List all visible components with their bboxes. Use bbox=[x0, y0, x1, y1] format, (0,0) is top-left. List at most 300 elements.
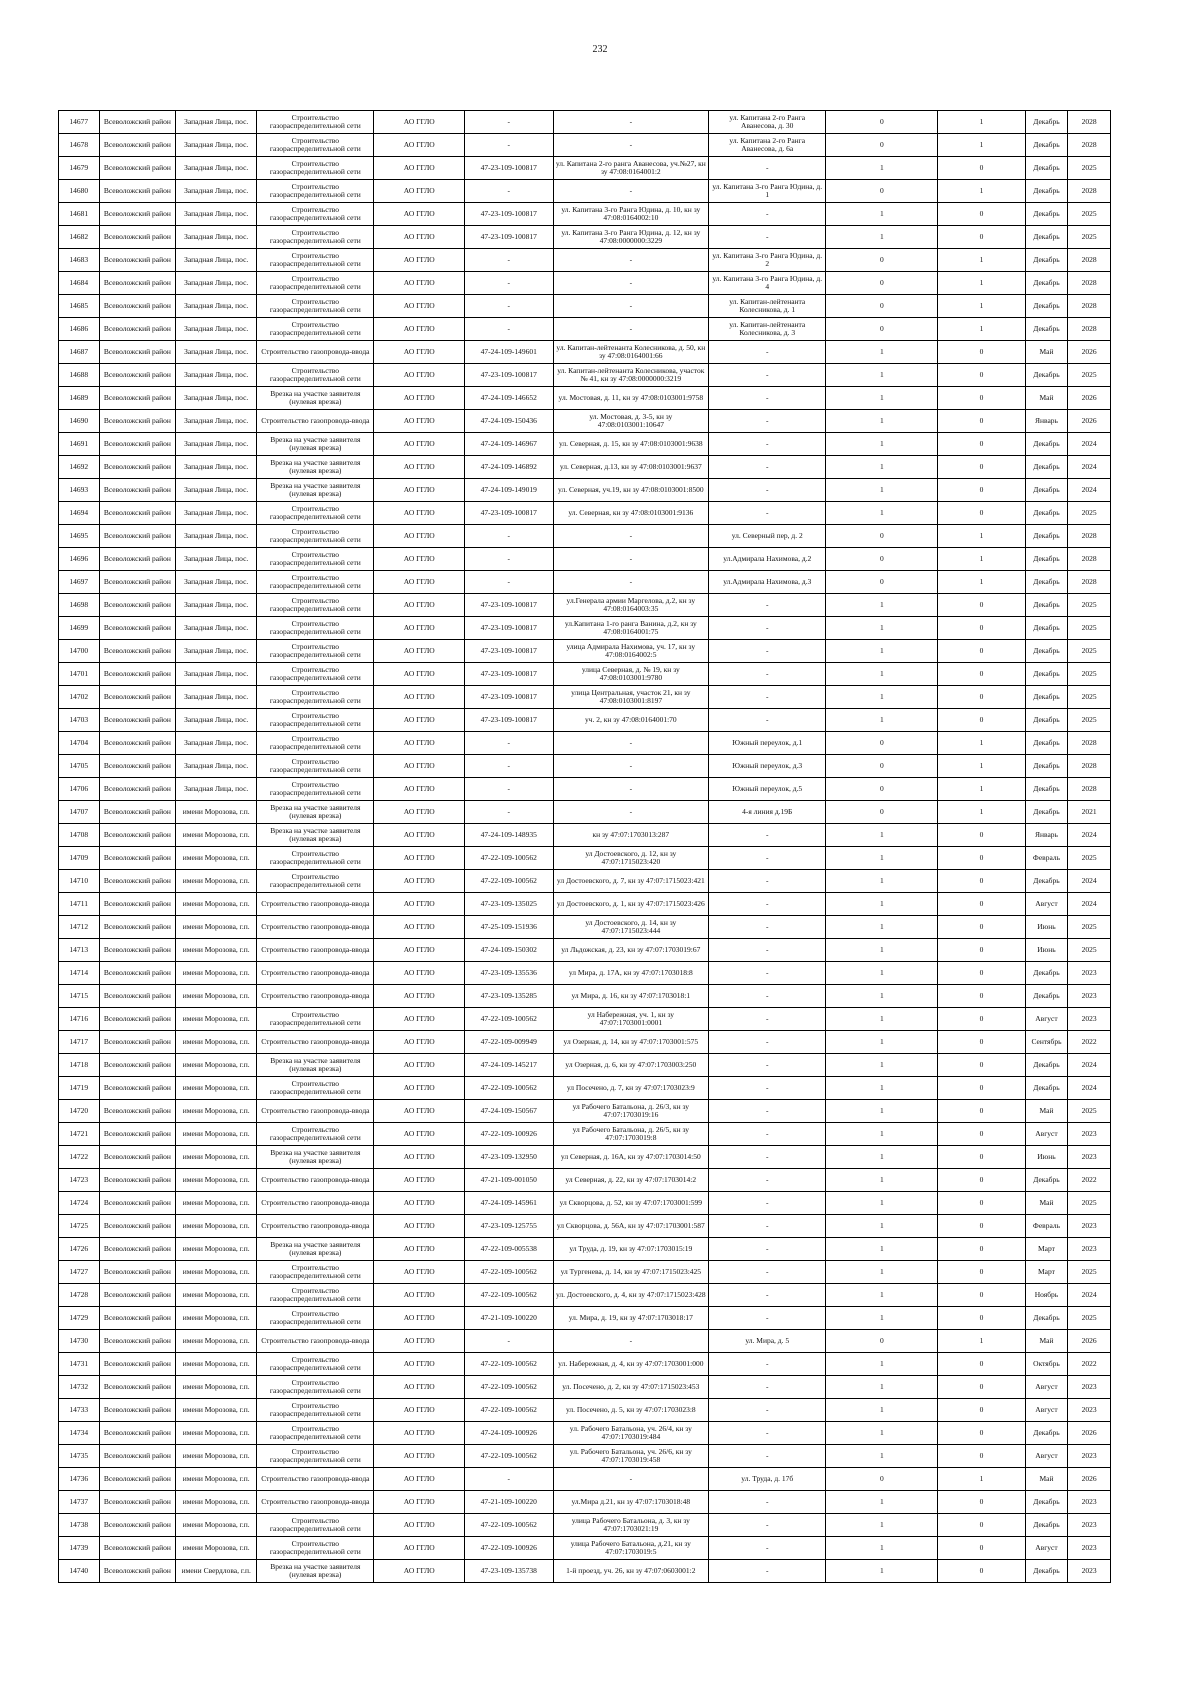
cell-address-with-cadastral: ул. Капитан-лейтенанта Колесникова, участок № 41, кн зу 47:08:0000000:3219 bbox=[553, 364, 709, 387]
cell-address-planned: - bbox=[709, 870, 826, 893]
cell-work-type: Строительство газораспределительной сети bbox=[257, 1077, 374, 1100]
cell-year: 2023 bbox=[1068, 1491, 1111, 1514]
cell-settlement: имени Морозова, г.п. bbox=[176, 1353, 257, 1376]
cell-work-type: Строительство газопровода-ввода bbox=[257, 939, 374, 962]
cell-settlement: имени Морозова, г.п. bbox=[176, 1491, 257, 1514]
cell-count-done: 1 bbox=[826, 663, 938, 686]
cell-row-number: 14681 bbox=[59, 203, 100, 226]
cell-count-planned: 1 bbox=[938, 111, 1025, 134]
cell-year: 2023 bbox=[1068, 962, 1111, 985]
table-row bbox=[59, 1445, 1111, 1468]
cell-address-planned: - bbox=[709, 640, 826, 663]
cell-year: 2028 bbox=[1068, 249, 1111, 272]
cell-settlement: Западная Лица, пос. bbox=[176, 364, 257, 387]
cell-row-number: 14712 bbox=[59, 916, 100, 939]
cell-district: Всеволожский район bbox=[99, 272, 176, 295]
cell-settlement: имени Морозова, г.п. bbox=[176, 1169, 257, 1192]
cell-count-planned: 0 bbox=[938, 157, 1025, 180]
cell-organization: АО ГГЛО bbox=[374, 272, 465, 295]
cell-address-with-cadastral: ул.Генерала армии Маргелова, д.2, кн зу 47:08:0164003:35 bbox=[553, 594, 709, 617]
cell-tu-number: 47-22-109-009949 bbox=[465, 1031, 553, 1054]
cell-row-number: 14700 bbox=[59, 640, 100, 663]
cell-address-planned: - bbox=[709, 502, 826, 525]
cell-work-type: Строительство газопровода-ввода bbox=[257, 1491, 374, 1514]
cell-count-done: 1 bbox=[826, 1169, 938, 1192]
cell-row-number: 14683 bbox=[59, 249, 100, 272]
cell-count-done: 0 bbox=[826, 801, 938, 824]
cell-count-done: 1 bbox=[826, 226, 938, 249]
cell-settlement: Западная Лица, пос. bbox=[176, 617, 257, 640]
cell-count-planned: 0 bbox=[938, 502, 1025, 525]
cell-row-number: 14730 bbox=[59, 1330, 100, 1353]
cell-organization: АО ГГЛО bbox=[374, 571, 465, 594]
cell-address-with-cadastral: - bbox=[553, 1468, 709, 1491]
cell-settlement: имени Свердлова, г.п. bbox=[176, 1560, 257, 1583]
cell-work-type: Строительство газораспределительной сети bbox=[257, 1261, 374, 1284]
cell-year: 2028 bbox=[1068, 755, 1111, 778]
cell-address-planned: - bbox=[709, 1146, 826, 1169]
cell-year: 2024 bbox=[1068, 870, 1111, 893]
cell-tu-number: 47-22-109-100562 bbox=[465, 847, 553, 870]
cell-month: Декабрь bbox=[1025, 801, 1068, 824]
cell-row-number: 14736 bbox=[59, 1468, 100, 1491]
cell-district: Всеволожский район bbox=[99, 847, 176, 870]
cell-count-planned: 0 bbox=[938, 1123, 1025, 1146]
cell-count-planned: 0 bbox=[938, 387, 1025, 410]
cell-settlement: Западная Лица, пос. bbox=[176, 755, 257, 778]
cell-work-type: Строительство газораспределительной сети bbox=[257, 1376, 374, 1399]
cell-settlement: имени Морозова, г.п. bbox=[176, 824, 257, 847]
cell-month: Декабрь bbox=[1025, 249, 1068, 272]
cell-row-number: 14685 bbox=[59, 295, 100, 318]
cell-count-planned: 0 bbox=[938, 433, 1025, 456]
cell-address-planned: - bbox=[709, 1422, 826, 1445]
cell-district: Всеволожский район bbox=[99, 318, 176, 341]
table-row bbox=[59, 502, 1111, 525]
cell-address-with-cadastral: ул Достоевского, д. 12, кн зу 47:07:1715023:420 bbox=[553, 847, 709, 870]
cell-organization: АО ГГЛО bbox=[374, 1537, 465, 1560]
cell-address-planned: ул. Труда, д. 17б bbox=[709, 1468, 826, 1491]
cell-district: Всеволожский район bbox=[99, 1422, 176, 1445]
cell-district: Всеволожский район bbox=[99, 295, 176, 318]
cell-organization: АО ГГЛО bbox=[374, 1284, 465, 1307]
cell-work-type: Строительство газораспределительной сети bbox=[257, 640, 374, 663]
cell-settlement: Западная Лица, пос. bbox=[176, 226, 257, 249]
cell-tu-number: - bbox=[465, 295, 553, 318]
cell-work-type: Врезка на участке заявителя (нулевая врезка) bbox=[257, 824, 374, 847]
cell-month: Май bbox=[1025, 341, 1068, 364]
cell-work-type: Строительство газораспределительной сети bbox=[257, 502, 374, 525]
cell-work-type: Строительство газораспределительной сети bbox=[257, 226, 374, 249]
cell-count-planned: 0 bbox=[938, 1100, 1025, 1123]
cell-organization: АО ГГЛО bbox=[374, 1215, 465, 1238]
cell-address-with-cadastral: ул Скворцова, д. 56А, кн зу 47:07:1703001:587 bbox=[553, 1215, 709, 1238]
cell-count-planned: 0 bbox=[938, 1008, 1025, 1031]
cell-row-number: 14718 bbox=[59, 1054, 100, 1077]
cell-work-type: Строительство газораспределительной сети bbox=[257, 594, 374, 617]
cell-settlement: имени Морозова, г.п. bbox=[176, 893, 257, 916]
cell-organization: АО ГГЛО bbox=[374, 939, 465, 962]
cell-month: Декабрь bbox=[1025, 295, 1068, 318]
cell-tu-number: 47-21-109-001050 bbox=[465, 1169, 553, 1192]
cell-organization: АО ГГЛО bbox=[374, 226, 465, 249]
table-row bbox=[59, 1054, 1111, 1077]
cell-year: 2025 bbox=[1068, 1261, 1111, 1284]
cell-row-number: 14720 bbox=[59, 1100, 100, 1123]
cell-settlement: Западная Лица, пос. bbox=[176, 410, 257, 433]
cell-address-with-cadastral: ул Посечено, д. 7, кн зу 47:07:1703023:9 bbox=[553, 1077, 709, 1100]
table-row bbox=[59, 617, 1111, 640]
cell-year: 2023 bbox=[1068, 1376, 1111, 1399]
cell-tu-number: 47-24-109-146967 bbox=[465, 433, 553, 456]
cell-year: 2025 bbox=[1068, 1100, 1111, 1123]
cell-tu-number: 47-21-109-100220 bbox=[465, 1491, 553, 1514]
cell-organization: АО ГГЛО bbox=[374, 1008, 465, 1031]
cell-settlement: Западная Лица, пос. bbox=[176, 479, 257, 502]
cell-address-with-cadastral: улица Центральная, участок 21, кн зу 47:08:0103001:8197 bbox=[553, 686, 709, 709]
cell-month: Май bbox=[1025, 1468, 1068, 1491]
cell-address-with-cadastral: ул. Достоевского, д. 4, кн зу 47:07:1715023:428 bbox=[553, 1284, 709, 1307]
cell-address-with-cadastral: улица Северная, д. № 19, кн зу 47:08:0103001:9780 bbox=[553, 663, 709, 686]
cell-count-planned: 0 bbox=[938, 1537, 1025, 1560]
cell-count-done: 0 bbox=[826, 755, 938, 778]
table-row bbox=[59, 226, 1111, 249]
cell-organization: АО ГГЛО bbox=[374, 778, 465, 801]
cell-tu-number: 47-22-109-100562 bbox=[465, 1008, 553, 1031]
table-row bbox=[59, 295, 1111, 318]
cell-address-planned: - bbox=[709, 1054, 826, 1077]
cell-count-planned: 0 bbox=[938, 939, 1025, 962]
cell-organization: АО ГГЛО bbox=[374, 1468, 465, 1491]
cell-work-type: Строительство газораспределительной сети bbox=[257, 778, 374, 801]
cell-count-planned: 0 bbox=[938, 824, 1025, 847]
cell-address-with-cadastral: - bbox=[553, 134, 709, 157]
cell-count-done: 1 bbox=[826, 387, 938, 410]
cell-year: 2028 bbox=[1068, 180, 1111, 203]
cell-month: Декабрь bbox=[1025, 870, 1068, 893]
cell-year: 2023 bbox=[1068, 1123, 1111, 1146]
cell-settlement: Западная Лица, пос. bbox=[176, 571, 257, 594]
cell-count-planned: 1 bbox=[938, 525, 1025, 548]
cell-organization: АО ГГЛО bbox=[374, 1330, 465, 1353]
cell-address-planned: - bbox=[709, 1100, 826, 1123]
cell-year: 2028 bbox=[1068, 272, 1111, 295]
cell-month: Февраль bbox=[1025, 1215, 1068, 1238]
cell-count-done: 0 bbox=[826, 272, 938, 295]
table-row bbox=[59, 640, 1111, 663]
table-row bbox=[59, 157, 1111, 180]
cell-organization: АО ГГЛО bbox=[374, 801, 465, 824]
cell-month: Декабрь bbox=[1025, 1307, 1068, 1330]
table-row bbox=[59, 824, 1111, 847]
cell-organization: АО ГГЛО bbox=[374, 755, 465, 778]
cell-row-number: 14703 bbox=[59, 709, 100, 732]
cell-tu-number: 47-24-109-145217 bbox=[465, 1054, 553, 1077]
cell-month: Декабрь bbox=[1025, 1422, 1068, 1445]
cell-address-with-cadastral: ул Озерная, д. 14, кн зу 47:07:1703001:575 bbox=[553, 1031, 709, 1054]
cell-organization: АО ГГЛО bbox=[374, 893, 465, 916]
cell-row-number: 14705 bbox=[59, 755, 100, 778]
cell-month: Декабрь bbox=[1025, 1077, 1068, 1100]
cell-count-done: 1 bbox=[826, 1307, 938, 1330]
cell-row-number: 14704 bbox=[59, 732, 100, 755]
cell-settlement: Западная Лица, пос. bbox=[176, 778, 257, 801]
cell-count-planned: 1 bbox=[938, 778, 1025, 801]
cell-organization: АО ГГЛО bbox=[374, 1031, 465, 1054]
table-row bbox=[59, 1169, 1111, 1192]
cell-row-number: 14733 bbox=[59, 1399, 100, 1422]
cell-row-number: 14739 bbox=[59, 1537, 100, 1560]
cell-address-with-cadastral: ул Скворцова, д. 52, кн зу 47:07:1703001:599 bbox=[553, 1192, 709, 1215]
cell-district: Всеволожский район bbox=[99, 249, 176, 272]
cell-district: Всеволожский район bbox=[99, 1238, 176, 1261]
cell-month: Декабрь bbox=[1025, 272, 1068, 295]
cell-row-number: 14692 bbox=[59, 456, 100, 479]
cell-count-done: 1 bbox=[826, 456, 938, 479]
cell-count-done: 0 bbox=[826, 1468, 938, 1491]
cell-settlement: имени Морозова, г.п. bbox=[176, 1054, 257, 1077]
table-row bbox=[59, 571, 1111, 594]
cell-count-planned: 0 bbox=[938, 916, 1025, 939]
cell-district: Всеволожский район bbox=[99, 364, 176, 387]
cell-month: Декабрь bbox=[1025, 1491, 1068, 1514]
table-row bbox=[59, 387, 1111, 410]
cell-count-done: 1 bbox=[826, 1215, 938, 1238]
cell-month: Август bbox=[1025, 1537, 1068, 1560]
cell-tu-number: 47-22-109-100562 bbox=[465, 870, 553, 893]
cell-address-with-cadastral: ул. Капитана 3-го Ранга Юдина, д. 12, кн зу 47:08:0000000:3229 bbox=[553, 226, 709, 249]
cell-address-planned: - bbox=[709, 410, 826, 433]
cell-month: Январь bbox=[1025, 824, 1068, 847]
cell-year: 2025 bbox=[1068, 203, 1111, 226]
cell-district: Всеволожский район bbox=[99, 203, 176, 226]
cell-address-with-cadastral: ул. Посечено, д. 5, кн зу 47:07:1703023:8 bbox=[553, 1399, 709, 1422]
cell-district: Всеволожский район bbox=[99, 709, 176, 732]
cell-work-type: Строительство газопровода-ввода bbox=[257, 985, 374, 1008]
cell-organization: АО ГГЛО bbox=[374, 410, 465, 433]
cell-organization: АО ГГЛО bbox=[374, 456, 465, 479]
cell-district: Всеволожский район bbox=[99, 1054, 176, 1077]
cell-count-planned: 0 bbox=[938, 1054, 1025, 1077]
cell-month: Декабрь bbox=[1025, 663, 1068, 686]
cell-address-planned: - bbox=[709, 1261, 826, 1284]
cell-year: 2025 bbox=[1068, 157, 1111, 180]
cell-year: 2024 bbox=[1068, 1284, 1111, 1307]
cell-year: 2026 bbox=[1068, 341, 1111, 364]
cell-tu-number: - bbox=[465, 318, 553, 341]
cell-count-done: 1 bbox=[826, 617, 938, 640]
cell-month: Декабрь bbox=[1025, 1560, 1068, 1583]
cell-tu-number: 47-23-109-100817 bbox=[465, 203, 553, 226]
cell-address-with-cadastral: - bbox=[553, 525, 709, 548]
cell-district: Всеволожский район bbox=[99, 1560, 176, 1583]
cell-count-done: 0 bbox=[826, 732, 938, 755]
cell-address-planned: ул. Капитан-лейтенанта Колесникова, д. 3 bbox=[709, 318, 826, 341]
cell-row-number: 14694 bbox=[59, 502, 100, 525]
cell-organization: АО ГГЛО bbox=[374, 295, 465, 318]
cell-count-done: 1 bbox=[826, 1261, 938, 1284]
cell-row-number: 14716 bbox=[59, 1008, 100, 1031]
cell-work-type: Врезка на участке заявителя (нулевая врезка) bbox=[257, 387, 374, 410]
cell-work-type: Строительство газопровода-ввода bbox=[257, 893, 374, 916]
cell-address-planned: - bbox=[709, 1238, 826, 1261]
cell-district: Всеволожский район bbox=[99, 1031, 176, 1054]
cell-row-number: 14723 bbox=[59, 1169, 100, 1192]
cell-month: Декабрь bbox=[1025, 962, 1068, 985]
cell-organization: АО ГГЛО bbox=[374, 1491, 465, 1514]
cell-settlement: Западная Лица, пос. bbox=[176, 456, 257, 479]
cell-address-with-cadastral: ул Рабочего Батальона, д. 26/5, кн зу 47:07:1703019:8 bbox=[553, 1123, 709, 1146]
cell-settlement: имени Морозова, г.п. bbox=[176, 985, 257, 1008]
table-row bbox=[59, 1376, 1111, 1399]
cell-row-number: 14689 bbox=[59, 387, 100, 410]
table-row bbox=[59, 1399, 1111, 1422]
table-row bbox=[59, 525, 1111, 548]
table-row bbox=[59, 1100, 1111, 1123]
cell-year: 2025 bbox=[1068, 663, 1111, 686]
cell-organization: АО ГГЛО bbox=[374, 1077, 465, 1100]
cell-work-type: Строительство газораспределительной сети bbox=[257, 318, 374, 341]
cell-settlement: Западная Лица, пос. bbox=[176, 111, 257, 134]
table-row bbox=[59, 778, 1111, 801]
cell-row-number: 14713 bbox=[59, 939, 100, 962]
cell-count-planned: 0 bbox=[938, 870, 1025, 893]
cell-address-planned: ул.Адмирала Нахимова, д.3 bbox=[709, 571, 826, 594]
cell-row-number: 14682 bbox=[59, 226, 100, 249]
cell-count-planned: 0 bbox=[938, 364, 1025, 387]
cell-organization: АО ГГЛО bbox=[374, 1445, 465, 1468]
cell-count-planned: 0 bbox=[938, 640, 1025, 663]
cell-organization: АО ГГЛО bbox=[374, 479, 465, 502]
cell-tu-number: 47-24-109-148935 bbox=[465, 824, 553, 847]
cell-address-planned: ул. Капитан-лейтенанта Колесникова, д. 1 bbox=[709, 295, 826, 318]
cell-organization: АО ГГЛО bbox=[374, 617, 465, 640]
cell-district: Всеволожский район bbox=[99, 111, 176, 134]
cell-count-planned: 0 bbox=[938, 479, 1025, 502]
cell-address-planned: ул. Капитана 2-го Ранга Аванесова, д. 30 bbox=[709, 111, 826, 134]
cell-settlement: Западная Лица, пос. bbox=[176, 502, 257, 525]
cell-tu-number: 47-23-109-100817 bbox=[465, 640, 553, 663]
table-row bbox=[59, 456, 1111, 479]
cell-count-done: 1 bbox=[826, 709, 938, 732]
table-row bbox=[59, 341, 1111, 364]
cell-month: Август bbox=[1025, 1008, 1068, 1031]
cell-work-type: Строительство газораспределительной сети bbox=[257, 1353, 374, 1376]
cell-address-planned: - bbox=[709, 157, 826, 180]
table-row bbox=[59, 939, 1111, 962]
cell-row-number: 14734 bbox=[59, 1422, 100, 1445]
cell-address-with-cadastral: ул. Мостовая, д. 3-5, кн зу 47:08:0103001:10647 bbox=[553, 410, 709, 433]
cell-district: Всеволожский район bbox=[99, 1353, 176, 1376]
cell-address-planned: - bbox=[709, 1284, 826, 1307]
table-row bbox=[59, 893, 1111, 916]
cell-address-planned: - bbox=[709, 939, 826, 962]
cell-district: Всеволожский район bbox=[99, 663, 176, 686]
cell-count-done: 1 bbox=[826, 1514, 938, 1537]
cell-organization: АО ГГЛО bbox=[374, 1169, 465, 1192]
cell-tu-number: - bbox=[465, 732, 553, 755]
cell-month: Декабрь bbox=[1025, 364, 1068, 387]
cell-address-with-cadastral: - bbox=[553, 318, 709, 341]
cell-month: Декабрь bbox=[1025, 226, 1068, 249]
cell-count-done: 1 bbox=[826, 1399, 938, 1422]
cell-settlement: имени Морозова, г.п. bbox=[176, 870, 257, 893]
cell-tu-number: 47-24-109-100926 bbox=[465, 1422, 553, 1445]
cell-settlement: имени Морозова, г.п. bbox=[176, 1077, 257, 1100]
cell-work-type: Строительство газопровода-ввода bbox=[257, 1169, 374, 1192]
cell-year: 2025 bbox=[1068, 939, 1111, 962]
cell-year: 2024 bbox=[1068, 456, 1111, 479]
cell-district: Всеволожский район bbox=[99, 1077, 176, 1100]
cell-count-done: 0 bbox=[826, 318, 938, 341]
cell-organization: АО ГГЛО bbox=[374, 203, 465, 226]
cell-row-number: 14691 bbox=[59, 433, 100, 456]
cell-row-number: 14679 bbox=[59, 157, 100, 180]
cell-address-with-cadastral: улица Рабочего Батальона, д. 3, кн зу 47:07:1703021:19 bbox=[553, 1514, 709, 1537]
cell-settlement: имени Морозова, г.п. bbox=[176, 1146, 257, 1169]
cell-work-type: Строительство газораспределительной сети bbox=[257, 364, 374, 387]
cell-district: Всеволожский район bbox=[99, 1169, 176, 1192]
cell-settlement: имени Морозова, г.п. bbox=[176, 1514, 257, 1537]
cell-tu-number: - bbox=[465, 755, 553, 778]
cell-address-with-cadastral: улица Рабочего Батальона, д.21, кн зу 47:07:1703019:5 bbox=[553, 1537, 709, 1560]
cell-year: 2025 bbox=[1068, 709, 1111, 732]
cell-year: 2025 bbox=[1068, 640, 1111, 663]
cell-month: Июнь bbox=[1025, 939, 1068, 962]
cell-row-number: 14737 bbox=[59, 1491, 100, 1514]
cell-settlement: имени Морозова, г.п. bbox=[176, 1261, 257, 1284]
cell-count-planned: 0 bbox=[938, 1146, 1025, 1169]
table-row bbox=[59, 548, 1111, 571]
cell-address-with-cadastral: ул Достоевского, д. 7, кн зу 47:07:1715023:421 bbox=[553, 870, 709, 893]
table-row bbox=[59, 203, 1111, 226]
cell-district: Всеволожский район bbox=[99, 1008, 176, 1031]
cell-count-done: 1 bbox=[826, 1192, 938, 1215]
cell-count-done: 1 bbox=[826, 686, 938, 709]
cell-district: Всеволожский район bbox=[99, 134, 176, 157]
cell-organization: АО ГГЛО bbox=[374, 709, 465, 732]
cell-month: Август bbox=[1025, 1376, 1068, 1399]
cell-work-type: Врезка на участке заявителя (нулевая врезка) bbox=[257, 456, 374, 479]
cell-settlement: имени Морозова, г.п. bbox=[176, 1008, 257, 1031]
cell-district: Всеволожский район bbox=[99, 1514, 176, 1537]
cell-tu-number: 47-22-109-100562 bbox=[465, 1284, 553, 1307]
cell-address-with-cadastral: ул Тургенева, д. 14, кн зу 47:07:1715023:425 bbox=[553, 1261, 709, 1284]
cell-address-with-cadastral: ул. Капитан-лейтенанта Колесникова, д. 50, кн зу 47:08:0164001:66 bbox=[553, 341, 709, 364]
cell-count-planned: 0 bbox=[938, 1077, 1025, 1100]
cell-month: Март bbox=[1025, 1261, 1068, 1284]
cell-district: Всеволожский район bbox=[99, 1399, 176, 1422]
table-row bbox=[59, 709, 1111, 732]
cell-month: Август bbox=[1025, 1123, 1068, 1146]
cell-tu-number: 47-22-109-100926 bbox=[465, 1123, 553, 1146]
cell-tu-number: - bbox=[465, 134, 553, 157]
cell-count-planned: 1 bbox=[938, 1468, 1025, 1491]
cell-row-number: 14706 bbox=[59, 778, 100, 801]
cell-address-planned: - bbox=[709, 1537, 826, 1560]
cell-count-done: 1 bbox=[826, 1537, 938, 1560]
cell-month: Май bbox=[1025, 387, 1068, 410]
cell-settlement: Западная Лица, пос. bbox=[176, 594, 257, 617]
cell-address-planned: - bbox=[709, 709, 826, 732]
cell-year: 2023 bbox=[1068, 1560, 1111, 1583]
cell-row-number: 14690 bbox=[59, 410, 100, 433]
cell-count-done: 1 bbox=[826, 433, 938, 456]
cell-tu-number: 47-23-109-100817 bbox=[465, 226, 553, 249]
cell-address-with-cadastral: ул Северная, д. 22, кн зу 47:07:1703014:2 bbox=[553, 1169, 709, 1192]
cell-count-done: 0 bbox=[826, 180, 938, 203]
cell-year: 2028 bbox=[1068, 525, 1111, 548]
